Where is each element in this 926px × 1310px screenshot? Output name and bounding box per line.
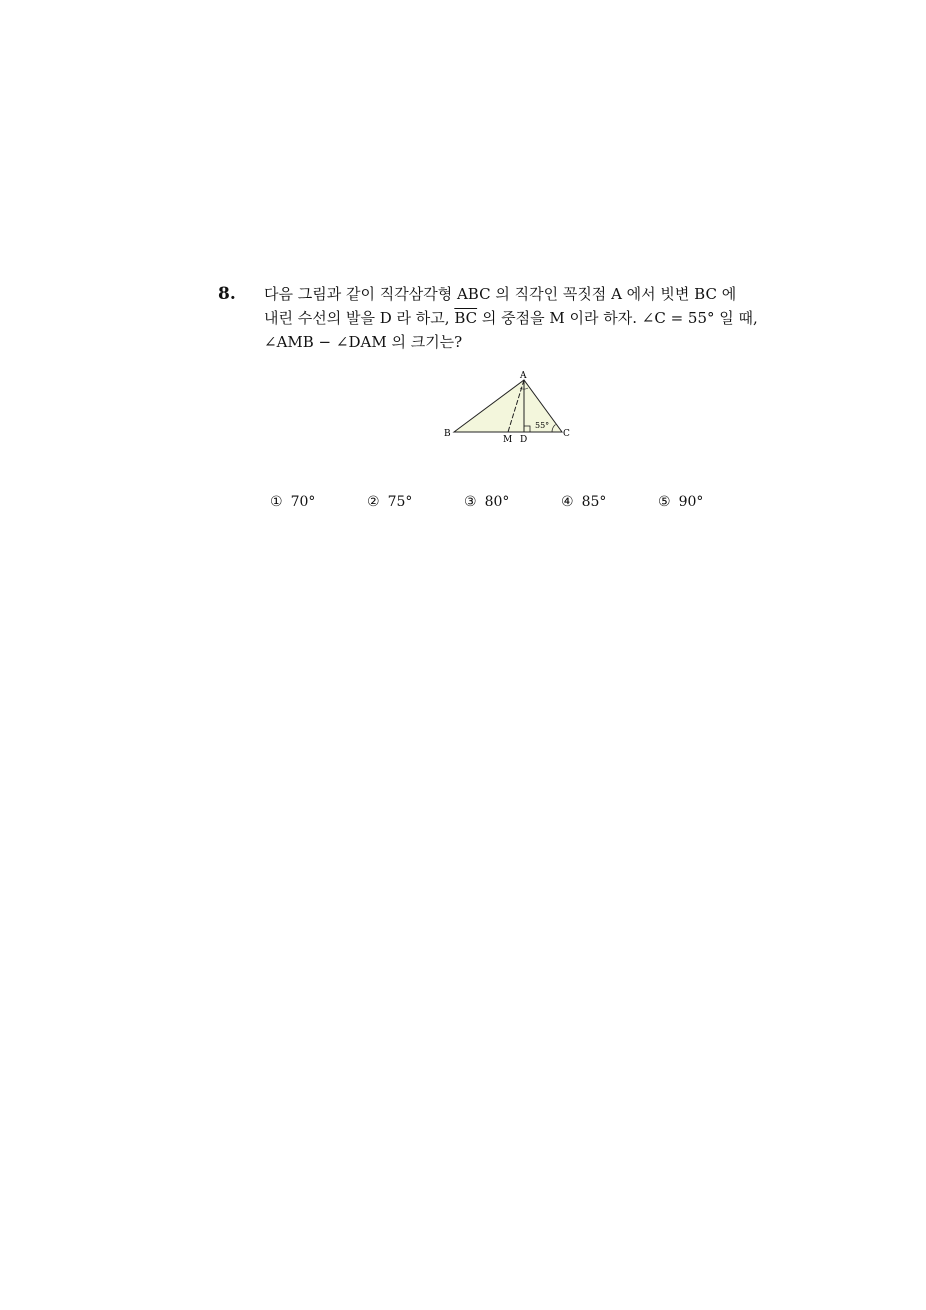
label-a: A <box>520 371 527 381</box>
label-b: B <box>444 429 451 439</box>
question-line-1: 다음 그림과 같이 직각삼각형 ABC 의 직각인 꼭짓점 A 에서 빗변 BC 에 <box>264 285 737 303</box>
segment-bc: $\overline{BC}$ <box>454 309 478 327</box>
choice-4-number: ④ <box>561 494 574 510</box>
question-line-3: ∠AMB − ∠DAM 의 크기는? <box>264 333 463 351</box>
choice-1-value: 70° <box>290 494 316 510</box>
choice-3[interactable] <box>464 494 509 510</box>
choice-2-value: 75° <box>387 494 413 510</box>
answer-choices <box>270 494 750 516</box>
choice-5[interactable] <box>658 494 703 510</box>
choice-2-number: ② <box>367 494 380 510</box>
triangle-figure <box>440 368 580 448</box>
choice-3-value: 80° <box>484 494 510 510</box>
choice-2[interactable] <box>367 494 412 510</box>
label-d: D <box>520 435 528 445</box>
label-m: M <box>503 435 513 445</box>
question-line-2-start: 내린 수선의 발을 D 라 하고, <box>264 309 455 327</box>
choice-1[interactable] <box>270 494 315 510</box>
question-text <box>264 282 774 354</box>
choice-5-value: 90° <box>678 494 704 510</box>
angle-label-c: 55° <box>535 421 550 430</box>
question-number: 8. <box>218 284 236 304</box>
question-line-2 <box>264 306 774 330</box>
question-line-2-end: 의 중점을 M 이라 하자. ∠C = 55° 일 때, <box>477 309 758 327</box>
choice-1-number: ① <box>270 494 283 510</box>
choice-4[interactable] <box>561 494 606 510</box>
choice-3-number: ③ <box>464 494 477 510</box>
choice-5-number: ⑤ <box>658 494 671 510</box>
choice-4-value: 85° <box>581 494 607 510</box>
label-c: C <box>563 429 570 439</box>
